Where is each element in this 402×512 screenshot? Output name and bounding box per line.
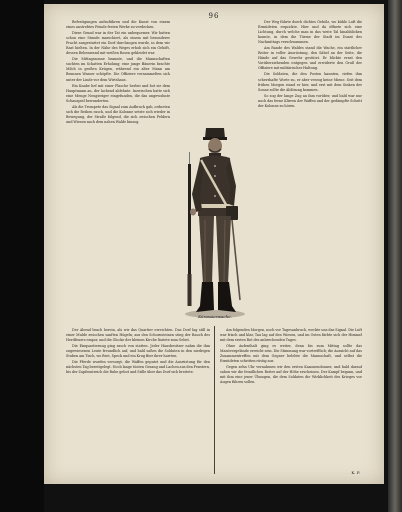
- text-column-bottom-left: [66, 328, 210, 474]
- text-column-left: [66, 20, 170, 328]
- text-column-bottom-right: [220, 328, 362, 474]
- paragraph: Diese Grund war in der Tat ein unbequemer. Wir hatten schon eine Stunde marschiert, als einem mit besonderer Pracht ausgestattet ein Dorf durchzogen wurde, in dem wir Rast hielten. In der Nähe des Weges erhob sich ein Gehöft, dessen Rebenwand mit weißen Rosen gekleidet war.: [66, 31, 170, 56]
- page-number: 96: [208, 12, 220, 20]
- paragraph: Ein Knabe lief mit einer Flasche herbei und bot sie dem Hauptmann an, der lachend ablehnte. Inzwischen hatte sich eine Menge Neugieriger eingefunden, die das ungewohnte Schauspiel bewunderten.: [66, 83, 170, 103]
- author-signature: K. P.: [351, 470, 360, 475]
- paragraph: Als die Trompete das Signal zum Aufbruch gab, ordneten sich die Reihen rasch, und die Kolonne setzte sich wieder in Bewegung, der Straße folgend, die sich zwischen Feldern und Wiesen nach dem nahen Walde hinzog.: [66, 104, 170, 124]
- paragraph: Die Pferde wurden versorgt, die Waffen geputzt und die Ausrüstung für den nächsten Tag bereitgelegt. Noch lange tönten Gesang und Lachen aus den Fenstern, bis der Zapfenstreich die Ruhe gebot und Stille über das Dorf sich breitete.: [66, 360, 210, 375]
- book-page: [44, 4, 384, 484]
- text-column-right: [258, 20, 362, 328]
- soldier-illustration: [174, 124, 256, 320]
- paragraph: Befestigungen aufzuführen und die Kunst von einem eines anstrebtes Feinde festen Werke zu verdecken.: [66, 20, 170, 30]
- paragraph: Die Soldaten, die den Posten kannten, riefen ihm scherzhafte Worte zu, er aber verzog keine Miene. Seit dem frühen Morgen stand er hier, und erst mit dem Sinken der Sonne sollte die Ablösung kommen.: [258, 72, 362, 92]
- paragraph: Am Rande des Waldes stand die Wache, ein stattlicher Reiter in voller Ausrüstung, den Säbel an der Seite, die Hände auf das Gewehr gestützt. Er blickte ernst den Vorüberziehenden entgegen und erwiderte den Gruß der Offiziere mit militärischer Haltung.: [258, 46, 362, 71]
- paragraph: Ohne Aufenthalt ging es weiter, denn bis zum Mittag sollte das Manövergelände erreicht sein. Die Stimmung war vortrefflich; die Aussicht auf das Zusammentreffen mit dem Gegner belebte die Mannschaft, und selbst die Ermüdeten schritten rüstig aus.: [220, 344, 362, 364]
- paragraph: Die Einquartierung ging rasch von statten. Jeder Hausbesitzer nahm die ihm zugewiesenen Leute freundlich auf, und bald saßen die Soldaten in den niedrigen Stuben am Tisch, wo Brot, Speck und ein Krug Bier ihrer harrten.: [66, 344, 210, 359]
- paragraph: Der Abend brach herein, als wir das Quartier erreichten. Das Dorf lag still in einer Mulde zwischen sanften Hügeln; aus den Schornsteinen stieg der Rauch des Herdfeuers empor, und die Glocke der kleinen Kirche läutete zum Gebet.: [66, 328, 210, 343]
- paragraph: Gegen zehn Uhr vernahmen wir den ersten Kanonendonner, und bald darauf sahen wir die feindlichen Reiter auf der Höhe erscheinen. Der Kampf begann, und mit ihm eine jener Übungen, die dem Soldaten die Wirklichkeit des Krieges vor Augen führen sollen.: [220, 365, 362, 385]
- book-binding-edge: [388, 0, 402, 512]
- paragraph: Die Mittagssonne brannte, und die Mannschaften suchten im Schatten Erholung; eine junge Bäuerin brachte Milch in großen Krügen, während ein alter Mann am Brunnen Wasser schöpfte. Die Offiziere versammelten sich unter der Linde vor dem Wirtshaus.: [66, 57, 170, 82]
- illustration-caption: Kürassierwache.: [198, 314, 232, 319]
- paragraph: Der Weg führte durch dichtes Gehölz, wo kühle Luft die Ermüdeten erquickte. Hier und da öffnete sich eine Lichtung, durch welche man in das weite Tal hinabblicken konnte, in dem die Türme der Stadt im Dunst des Nachmittags verschwammen.: [258, 20, 362, 45]
- column-divider: [214, 326, 215, 474]
- paragraph: Am folgenden Morgen, noch vor Tagesanbruch, weckte uns das Signal. Die Luft war frisch und klar, Tau lag auf den Wiesen, und im Osten färbte sich der Himmel mit dem ersten Rot des anbrechenden Tages.: [220, 328, 362, 343]
- scan-left-edge: [0, 0, 44, 512]
- paragraph: So zog der lange Zug an ihm vorüber, und bald war nur noch das ferne Klirren der Waffen und der gedämpfte Schritt der Kolonne zu hören.: [258, 93, 362, 108]
